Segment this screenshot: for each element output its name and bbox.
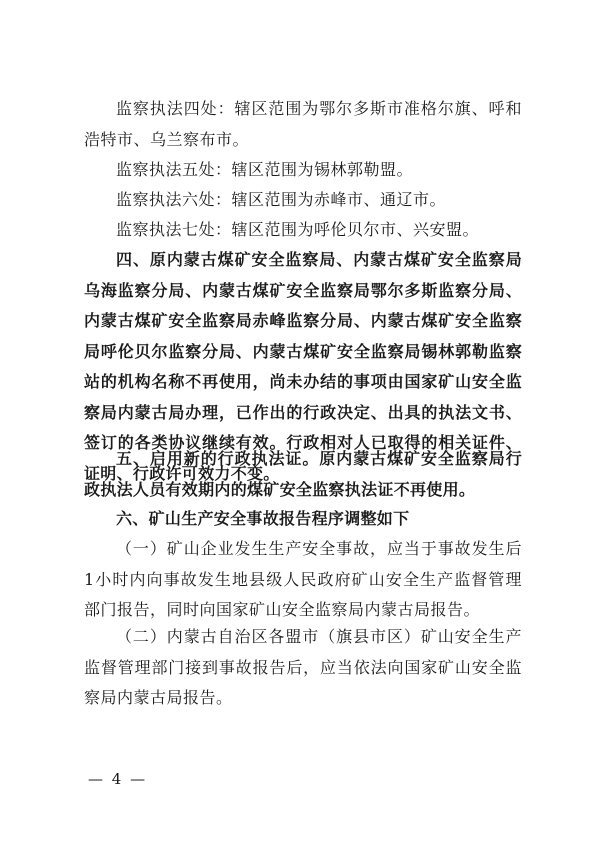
paragraph-item-4: 四、原内蒙古煤矿安全监察局、内蒙古煤矿安全监察局乌海监察分局、内蒙古煤矿安全监察局鄂尔多斯监察分局、内蒙古煤矿安全监察局赤峰监察分局、内蒙古煤矿安全监察局呼伦贝尔监察分局、内蒙古煤矿安全监察局锡林郭勒监察站的机构名称不再使用，尚未办结的事项由国家矿山安全监察局内蒙古局办理，已作出的行政决定、出具的执法文书、签订的各类协议继续有效。行政相对人已取得的相关证件、证明、行政许可效力不变。 (84, 250, 522, 483)
page-number: — 4 — (88, 770, 148, 788)
paragraph-division-5: 监察执法五处：辖区范围为锡林郭勒盟。 (116, 160, 414, 179)
paragraph-division-6: 监察执法六处：辖区范围为赤峰市、通辽市。 (116, 190, 447, 209)
paragraph-subitem-2: （二）内蒙古自治区各盟市（旗县市区）矿山安全生产监督管理部门接到事故报告后，应当依法向国家矿山安全监察局内蒙古局报告。 (84, 627, 522, 707)
paragraph-division-7: 监察执法七处：辖区范围为呼伦贝尔市、兴安盟。 (116, 220, 480, 239)
paragraph-subitem-1: （一）矿山企业发生生产安全事故，应当于事故发生后1小时内向事故发生地县级人民政府矿山安全生产监督管理部门报告，同时向国家矿山安全监察局内蒙古局报告。 (84, 539, 522, 619)
paragraph-item-5: 五、启用新的行政执法证。原内蒙古煤矿安全监察局行政执法人员有效期内的煤矿安全监察执法证不再使用。 (84, 449, 522, 499)
paragraph-item-6: 六、矿山生产安全事故报告程序调整如下 (116, 509, 410, 528)
paragraph-division-4: 监察执法四处：辖区范围为鄂尔多斯市准格尔旗、呼和浩特市、乌兰察布市。 (84, 99, 522, 149)
